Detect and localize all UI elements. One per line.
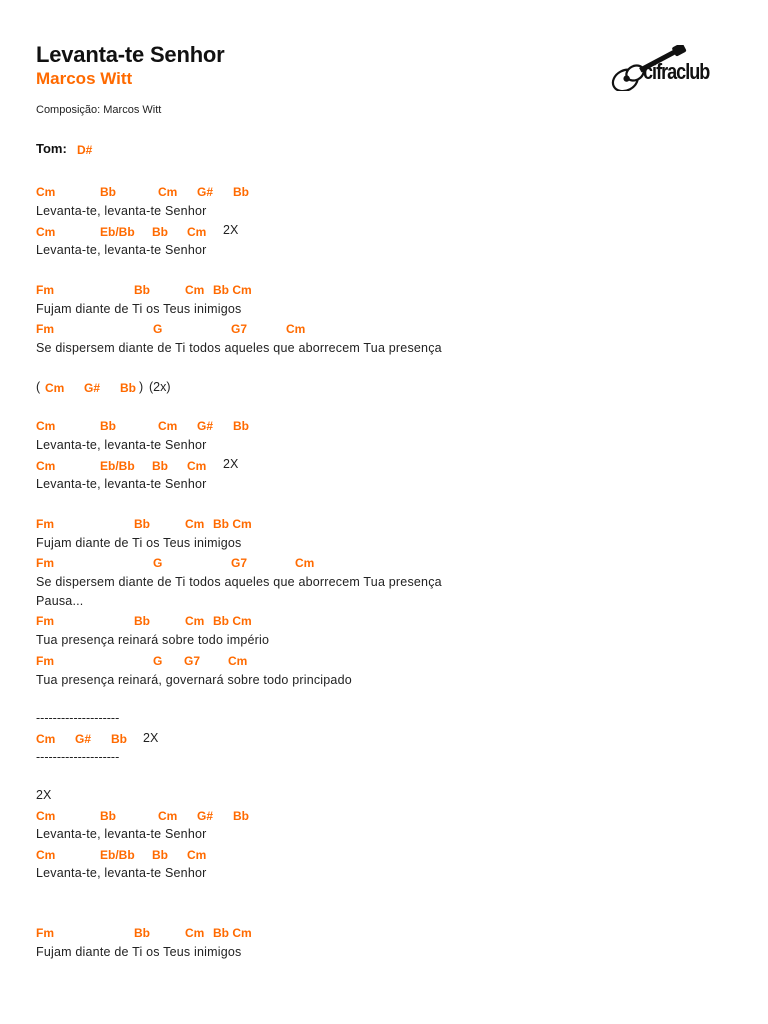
chord[interactable]: Cm (158, 419, 178, 433)
lyric-line: Levanta-te, levanta-te Senhor (36, 827, 207, 841)
chord[interactable]: Cm (158, 809, 178, 823)
lyric-line: Levanta-te, levanta-te Senhor (36, 438, 207, 452)
lyric-line: Levanta-te, levanta-te Senhor (36, 477, 207, 491)
chord[interactable]: Cm (36, 809, 56, 823)
chord[interactable]: G (153, 556, 163, 570)
chord[interactable]: Bb (100, 185, 116, 199)
lyric-line: Pausa... (36, 594, 84, 608)
key-label: Tom: (36, 141, 67, 156)
repeat-marker: 2X (223, 223, 239, 237)
chord[interactable]: Eb/Bb (100, 848, 135, 862)
chord[interactable]: G# (75, 732, 92, 746)
repeat-marker: 2X (223, 457, 239, 471)
chord[interactable]: G7 (184, 654, 201, 668)
chord[interactable]: Bb (100, 419, 116, 433)
chord[interactable]: Bb (100, 809, 116, 823)
repeat-marker: 2X (143, 731, 159, 745)
chord[interactable]: Cm (286, 322, 306, 336)
chord[interactable]: Bb (152, 459, 168, 473)
chord[interactable]: Bb Cm (213, 283, 252, 297)
chord[interactable]: Cm (185, 926, 205, 940)
chord[interactable]: Bb (120, 381, 136, 395)
chord[interactable]: G (153, 654, 163, 668)
lyric-line: Tua presença reinará, governará sobre todo principado (36, 673, 352, 687)
cifraclub-logo[interactable] (605, 45, 727, 91)
chord[interactable]: Cm (158, 185, 178, 199)
chord[interactable]: Cm (45, 381, 65, 395)
lyric-line: Se dispersem diante de Ti todos aqueles que aborrecem Tua presença (36, 341, 442, 355)
chord[interactable]: Bb (134, 283, 150, 297)
chord[interactable]: G# (84, 381, 101, 395)
chord[interactable]: G (153, 322, 163, 336)
chord[interactable]: Bb (152, 225, 168, 239)
chord[interactable]: Bb Cm (213, 614, 252, 628)
chord[interactable]: G# (197, 809, 214, 823)
logo-wordmark: cifraclub (643, 59, 710, 84)
chord[interactable]: Fm (36, 556, 54, 570)
paren-open: ( (36, 380, 41, 394)
lyric-line: Levanta-te, levanta-te Senhor (36, 204, 207, 218)
chord[interactable]: Fm (36, 614, 54, 628)
chord[interactable]: Cm (36, 732, 56, 746)
chord[interactable]: Bb (233, 419, 249, 433)
chord[interactable]: Cm (185, 614, 205, 628)
chord[interactable]: Fm (36, 322, 54, 336)
chord[interactable]: Cm (36, 459, 56, 473)
chord[interactable]: Eb/Bb (100, 459, 135, 473)
chord[interactable]: Bb (134, 614, 150, 628)
divider-dashes: -------------------- (36, 711, 120, 725)
chord[interactable]: Cm (36, 185, 56, 199)
chord[interactable]: Bb (111, 732, 127, 746)
chord[interactable]: Fm (36, 517, 54, 531)
chord[interactable]: Cm (187, 459, 207, 473)
chord[interactable]: Fm (36, 926, 54, 940)
chord[interactable]: Bb (233, 185, 249, 199)
chord[interactable]: Cm (185, 283, 205, 297)
repeat-marker: 2X (36, 788, 52, 802)
chord[interactable]: Cm (36, 225, 56, 239)
chord[interactable]: Bb (152, 848, 168, 862)
artist-name[interactable]: Marcos Witt (36, 69, 133, 88)
chord[interactable]: Cm (187, 848, 207, 862)
chord[interactable]: Bb (233, 809, 249, 823)
song-title: Levanta-te Senhor (36, 42, 225, 67)
lyric-line: Fujam diante de Ti os Teus inimigos (36, 945, 242, 959)
lyric-line: Levanta-te, levanta-te Senhor (36, 243, 207, 257)
chord[interactable]: Bb Cm (213, 517, 252, 531)
chord[interactable]: Cm (36, 848, 56, 862)
lyric-line: Levanta-te, levanta-te Senhor (36, 866, 207, 880)
key-value[interactable]: D# (77, 143, 93, 157)
lyric-line: Se dispersem diante de Ti todos aqueles que aborrecem Tua presença (36, 575, 442, 589)
lyric-line: Tua presença reinará sobre todo império (36, 633, 270, 647)
chord[interactable]: Cm (228, 654, 248, 668)
chord[interactable]: G# (197, 419, 214, 433)
chord[interactable]: G7 (231, 322, 248, 336)
chord[interactable]: Bb (134, 517, 150, 531)
chord[interactable]: Bb Cm (213, 926, 252, 940)
chord[interactable]: Cm (295, 556, 315, 570)
chord[interactable]: Eb/Bb (100, 225, 135, 239)
chord[interactable]: G7 (231, 556, 248, 570)
lyric-line: Fujam diante de Ti os Teus inimigos (36, 536, 242, 550)
repeat-marker: (2x) (149, 380, 171, 394)
composition-credit: Composição: Marcos Witt (36, 104, 162, 116)
paren-close: ) (139, 380, 144, 394)
chord[interactable]: G# (197, 185, 214, 199)
chord[interactable]: Fm (36, 654, 54, 668)
chord[interactable]: Fm (36, 283, 54, 297)
chord[interactable]: Cm (36, 419, 56, 433)
divider-dashes: -------------------- (36, 750, 120, 764)
chord[interactable]: Cm (187, 225, 207, 239)
chord[interactable]: Bb (134, 926, 150, 940)
lyric-line: Fujam diante de Ti os Teus inimigos (36, 302, 242, 316)
chord[interactable]: Cm (185, 517, 205, 531)
